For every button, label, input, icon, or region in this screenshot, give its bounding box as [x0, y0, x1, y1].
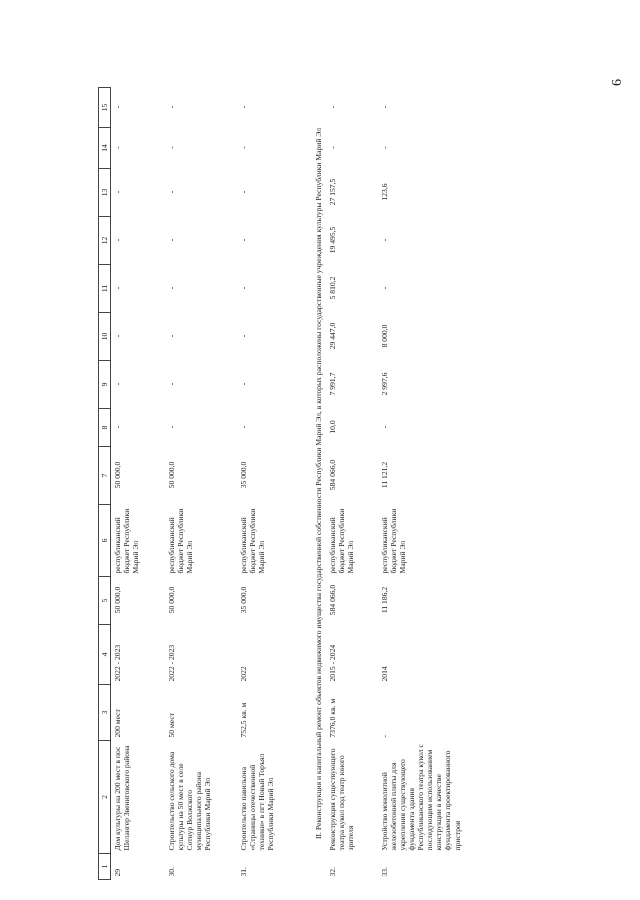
- value-cell: -: [379, 105, 389, 109]
- funding-source-cell: республиканский бюджет Республики Марий Эл: [113, 506, 141, 574]
- table-row: [378, 88, 496, 880]
- value-cell: 123,6: [379, 183, 389, 201]
- column-number-header: 1: [99, 854, 111, 880]
- column-number-header: 10: [99, 313, 111, 361]
- total-cost-cell: 50 000,0: [113, 586, 123, 614]
- row-number-cell: 33.: [379, 867, 389, 877]
- value-cell: 5 810,2: [327, 276, 337, 300]
- period-cell: 2022: [238, 666, 248, 682]
- value-cell: -: [379, 286, 389, 290]
- funding-source-cell: республиканский бюджет Республики Марий Эл: [166, 506, 194, 574]
- value-cell: -: [113, 425, 123, 429]
- value-cell: 7 991,7: [327, 372, 337, 396]
- value-cell: -: [166, 190, 176, 194]
- column-number-header: 14: [99, 128, 111, 169]
- value-cell: -: [113, 105, 123, 109]
- value-cell: 29 447,0: [327, 322, 337, 350]
- column-number-header: 8: [99, 409, 111, 447]
- object-name-cell: Реконструкция существующего театра кукол под театр юного зрителя: [327, 746, 355, 851]
- value-cell: -: [379, 146, 389, 149]
- column-number-header: 11: [99, 265, 111, 313]
- page-number: 6: [610, 79, 625, 86]
- row-number-cell: 32.: [327, 867, 337, 877]
- capacity-cell: 752,5 кв. м: [238, 702, 248, 738]
- section-title: II. Реконструкция и капитальный ремонт объектов недвижимого имущества государственной собственности Республики Марий Эл, в которых расположены государственные учреждения культуры Республики Марий Эл: [313, 127, 323, 840]
- value-cell: -: [113, 334, 123, 338]
- value-cell: 50 000,0: [113, 461, 123, 489]
- column-number-header: 7: [99, 447, 111, 505]
- value-cell: 35 000,0: [238, 461, 248, 489]
- value-cell: -: [238, 146, 248, 149]
- value-cell: -: [379, 238, 389, 242]
- value-cell: -: [166, 286, 176, 290]
- value-cell: -: [166, 105, 176, 109]
- value-cell: -: [238, 190, 248, 194]
- value-cell: -: [113, 286, 123, 290]
- capacity-cell: 200 мест: [113, 709, 123, 738]
- table-row: [111, 88, 165, 880]
- value-cell: -: [238, 286, 248, 290]
- value-cell: -: [113, 190, 123, 194]
- period-cell: 2022 - 2023: [166, 644, 176, 682]
- row-number-cell: 30.: [166, 867, 176, 877]
- value-cell: -: [238, 425, 248, 429]
- table-row: [326, 88, 378, 880]
- value-cell: -: [113, 238, 123, 242]
- section-row: [309, 88, 326, 880]
- capacity-cell: 7376,0 кв. м: [327, 698, 337, 738]
- value-cell: 10,0: [327, 420, 337, 434]
- value-cell: 19 495,5: [327, 226, 337, 254]
- rotated-table-container: [98, 90, 618, 880]
- column-number-header: 2: [99, 741, 111, 854]
- object-name-cell: Дом культуры на 200 мест в пос Шелангер Звениговского района: [113, 744, 132, 851]
- period-cell: 2015 - 2024: [327, 644, 337, 682]
- value-cell: -: [238, 238, 248, 242]
- total-cost-cell: 11 186,2: [379, 586, 389, 614]
- row-number-cell: 29: [113, 868, 123, 877]
- funding-source-cell: республиканский бюджет Республики Марий Эл: [379, 506, 407, 574]
- object-name-cell: Строительство сельского дома культуры на 50 мест в селе Сотнур Волжского муниципального района Республики Марий Эл: [166, 749, 213, 851]
- table-row: [165, 88, 237, 880]
- period-cell: 2022 - 2023: [113, 644, 123, 682]
- period-cell: 2014: [379, 666, 389, 682]
- value-cell: -: [166, 425, 176, 429]
- capacity-cell: 50 мест: [166, 712, 176, 738]
- value-cell: 27 157,5: [327, 178, 337, 206]
- funding-source-cell: республиканский бюджет Республики Марий Эл: [238, 506, 266, 574]
- capacity-cell: -: [379, 734, 389, 738]
- value-cell: -: [327, 146, 337, 149]
- data-table: [98, 87, 496, 880]
- value-cell: -: [238, 105, 248, 109]
- column-number-header: 5: [99, 577, 111, 625]
- column-number-header: 3: [99, 685, 111, 741]
- value-cell: 50 000,0: [166, 461, 176, 489]
- value-cell: -: [166, 238, 176, 242]
- value-cell: -: [238, 334, 248, 338]
- value-cell: -: [379, 425, 389, 429]
- funding-source-cell: республиканский бюджет Республики Марий Эл: [327, 506, 355, 574]
- value-cell: 8 000,0: [379, 324, 389, 348]
- column-number-header: 13: [99, 169, 111, 217]
- value-cell: 584 066,0: [327, 459, 337, 491]
- column-number-header: 9: [99, 361, 111, 409]
- value-cell: -: [113, 146, 123, 149]
- row-number-cell: 31.: [238, 867, 248, 877]
- column-number-header: 4: [99, 625, 111, 685]
- object-name-cell: Строительство павильона «Страницы отечественной техники» в пгт Новый Торъял Республики Марий Эл: [238, 751, 275, 851]
- value-cell: -: [238, 382, 248, 386]
- value-cell: -: [327, 105, 337, 109]
- value-cell: -: [166, 334, 176, 338]
- table-row: [237, 88, 309, 880]
- total-cost-cell: 584 066,0: [327, 584, 337, 616]
- value-cell: 11 121,2: [379, 461, 389, 489]
- value-cell: 2 997,6: [379, 372, 389, 396]
- total-cost-cell: 50 000,0: [166, 586, 176, 614]
- object-name-cell: Устройство монолитной железобетонной плиты для укрепления существующего фундамента здания Республиканского театра кукол с последующим использованием конструкции в качестве фундамента проектированного пристроя: [379, 742, 462, 851]
- column-number-header: 12: [99, 217, 111, 265]
- column-number-header: 6: [99, 505, 111, 577]
- column-number-header: 15: [99, 88, 111, 128]
- value-cell: -: [113, 382, 123, 386]
- value-cell: -: [166, 146, 176, 149]
- column-number-header-row: [99, 88, 111, 880]
- value-cell: -: [166, 382, 176, 386]
- total-cost-cell: 35 000,0: [238, 586, 248, 614]
